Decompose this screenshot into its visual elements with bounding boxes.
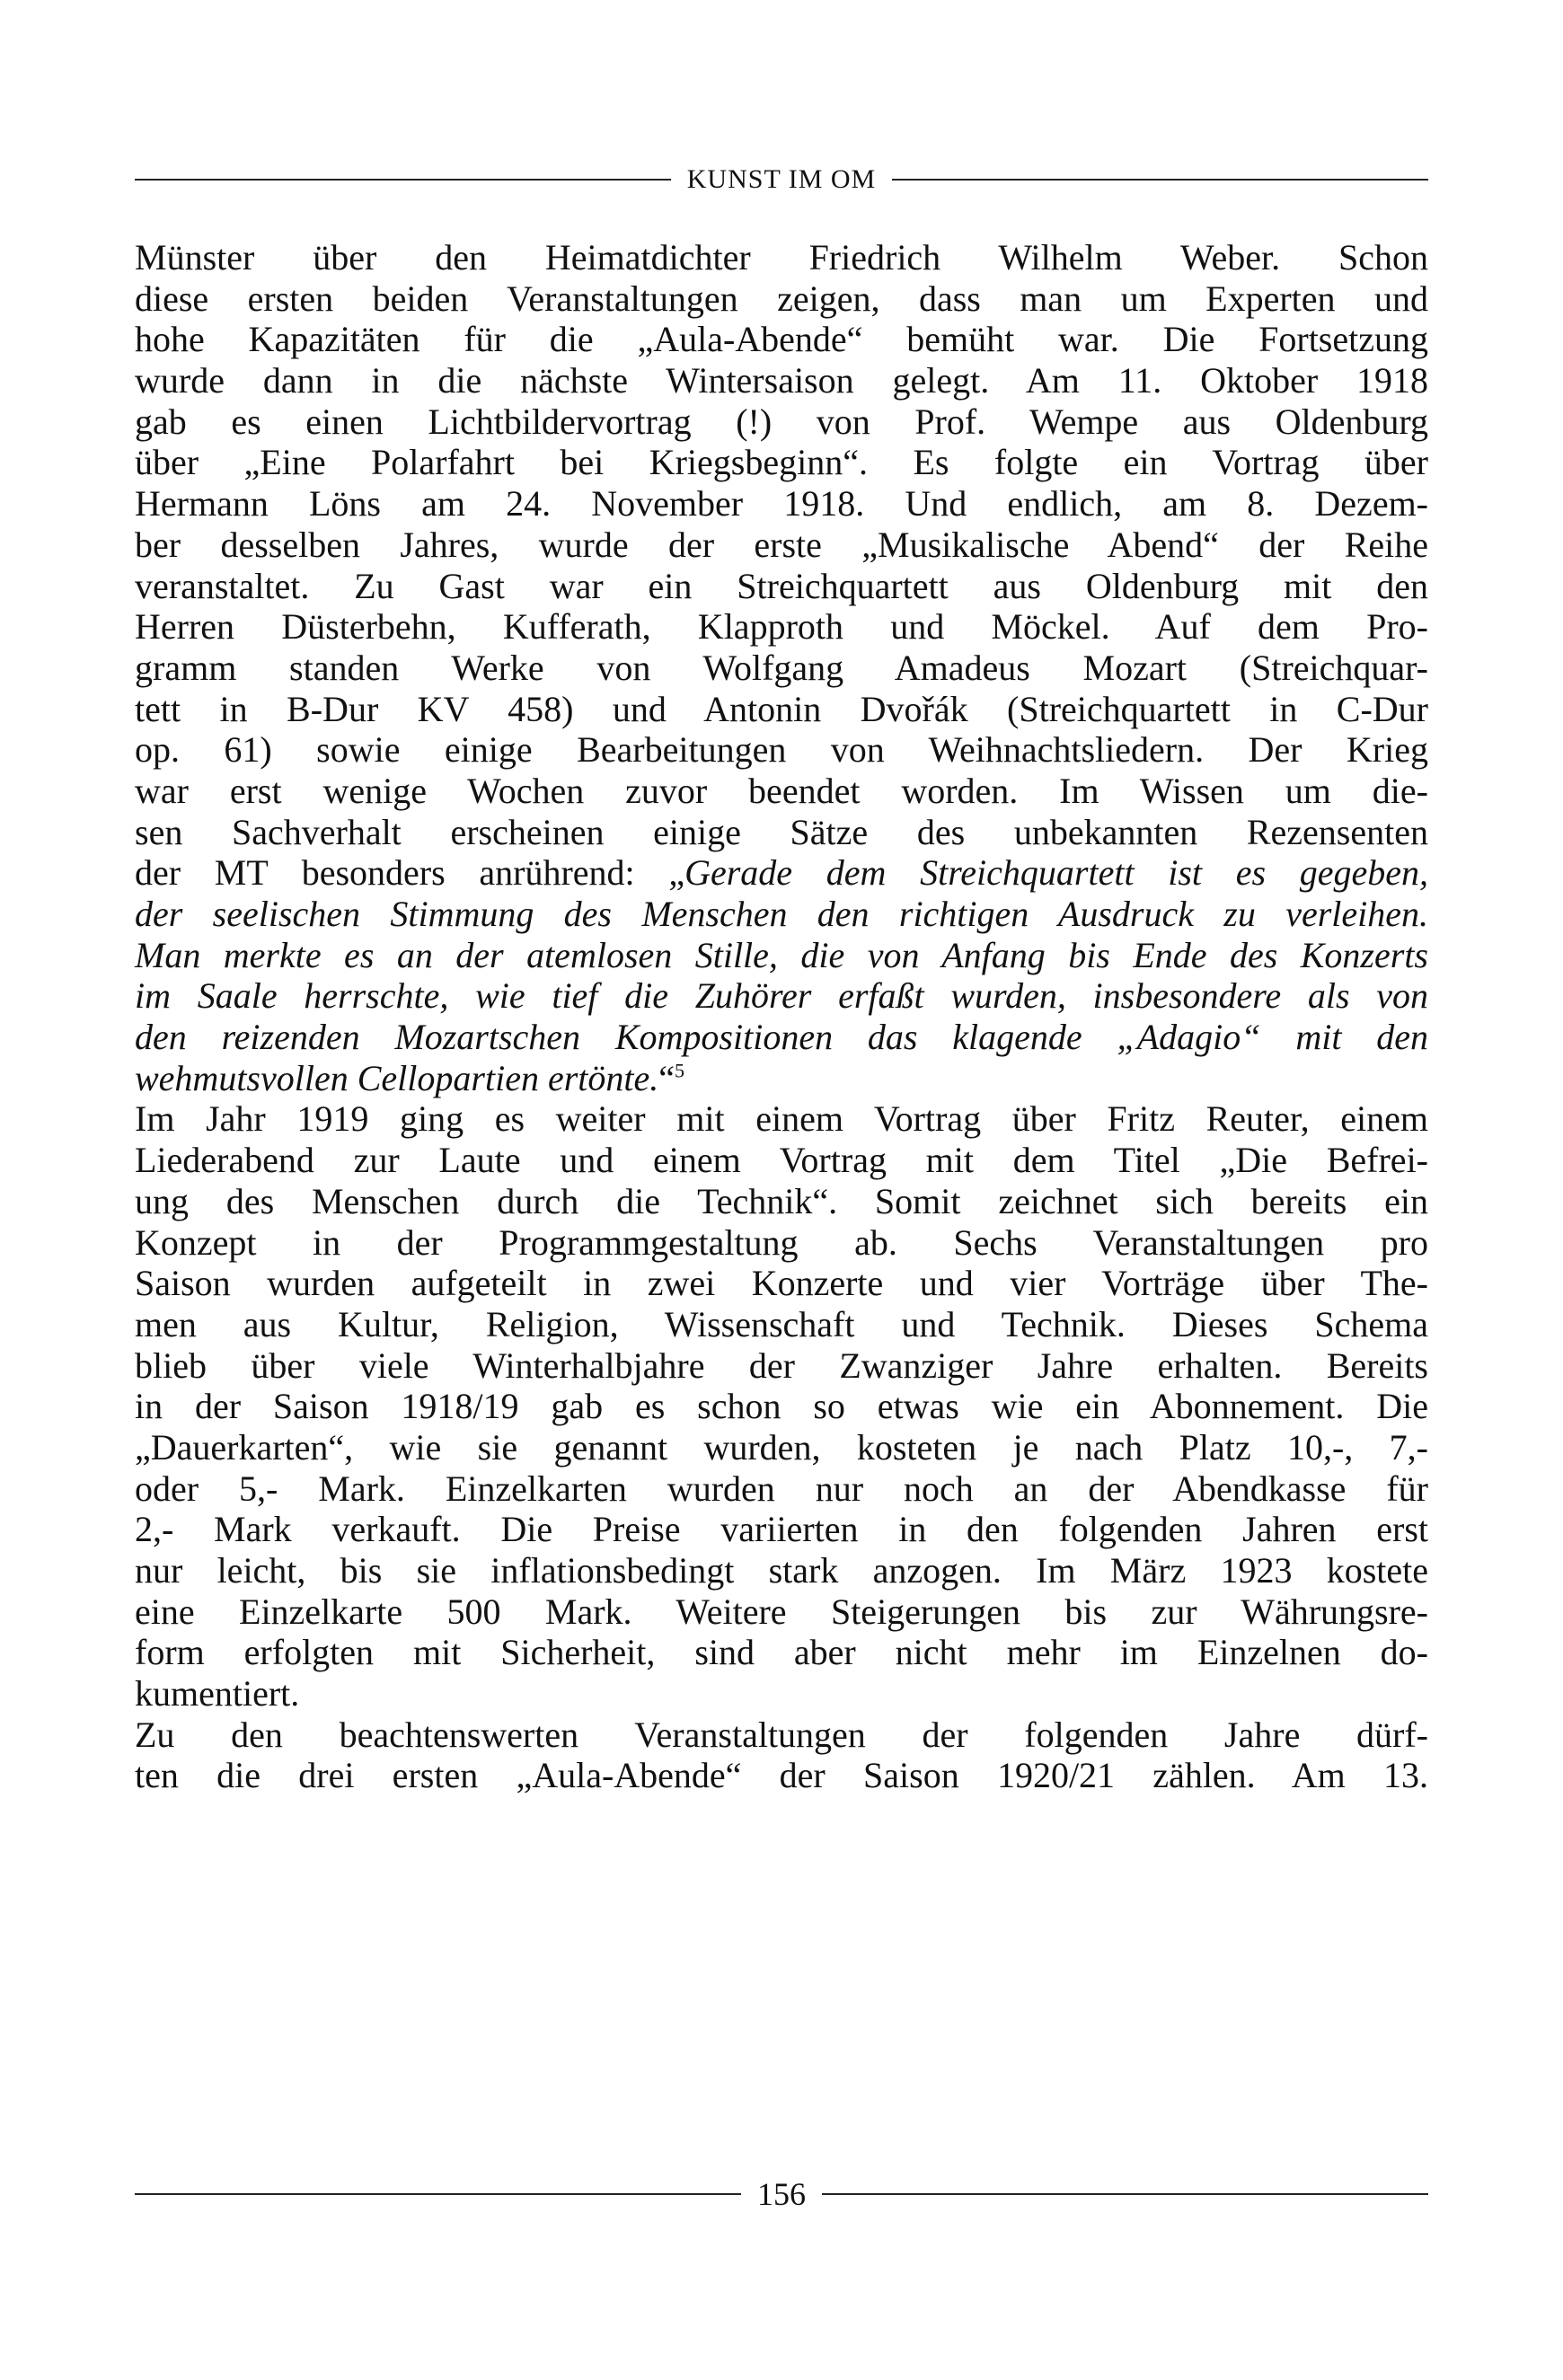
text-line: über „Eine Polarfahrt bei Kriegsbeginn“. Es folgte ein Vortrag über	[135, 442, 1428, 483]
text-line	[135, 1017, 1428, 1058]
text-line: oder 5,- Mark. Einzelkarten wurden nur noch an der Abendkasse für	[135, 1468, 1428, 1509]
header-rule-left	[135, 179, 671, 181]
quote-italic: der seelischen Stimmung des Menschen den richtigen Ausdruck zu verleihen.	[135, 894, 1428, 934]
body-text	[135, 237, 1428, 1796]
text-line: ten die drei ersten „Aula-Abende“ der Saison 1920/21 zählen. Am 13.	[135, 1755, 1428, 1796]
text-line: blieb über viele Winterhalbjahre der Zwanziger Jahre erhalten. Bereits	[135, 1344, 1428, 1386]
text-line: tett in B-Dur KV 458) und Antonin Dvořák (Streichquartett in C-Dur	[135, 688, 1428, 729]
header-rule-right	[892, 179, 1428, 181]
text-line: Zu den beachtenswerten Veranstaltungen der folgenden Jahre dürf-	[135, 1714, 1428, 1755]
text-line	[135, 975, 1428, 1017]
text-line: veranstaltet. Zu Gast war ein Streichquartett aus Oldenburg mit den	[135, 565, 1428, 606]
text-line: der MT besonders anrührend: „Gerade dem Streichquartett ist es gegeben,	[135, 852, 1429, 894]
text-line	[135, 935, 1428, 976]
text-line: war erst wenige Wochen zuvor beendet worden. Im Wissen um die-	[135, 770, 1428, 811]
footer-rule-right	[822, 2193, 1428, 2195]
text-line	[135, 894, 1428, 935]
quote-italic: Man merkte es an der atemlosen Stille, die von Anfang bis Ende des Konzerts	[135, 934, 1428, 975]
text-line: nur leicht, bis sie inflationsbedingt stark anzogen. Im März 1923 kostete	[135, 1550, 1428, 1591]
quote-italic: wehmutsvollen Cellopartien ertönte.	[135, 1057, 659, 1098]
text-line: Konzept in der Programmgestaltung ab. Sechs Veranstaltungen pro	[135, 1221, 1428, 1263]
text-line: Saison wurden aufgeteilt in zwei Konzerte und vier Vorträge über The-	[135, 1263, 1428, 1304]
text-line: ber desselben Jahres, wurde der erste „Musikalische Abend“ der Reihe	[135, 524, 1428, 565]
text-line: ung des Menschen durch die Technik“. Somit zeichnet sich bereits ein	[135, 1180, 1428, 1221]
text-line: Herren Düsterbehn, Kufferath, Klapproth und Möckel. Auf dem Pro-	[135, 606, 1428, 648]
quote-italic: Gerade dem Streichquartett ist es gegeben,	[684, 852, 1429, 894]
text-line: wehmutsvollen Cellopartien ertönte.“$^5$	[135, 1057, 685, 1098]
page-number: 156	[757, 2176, 806, 2212]
text-line: men aus Kultur, Religion, Wissenschaft und Technik. Dieses Schema	[135, 1303, 1428, 1344]
text-line: Hermann Löns am 24. November 1918. Und endlich, am 8. Dezem-	[135, 483, 1428, 524]
text-line: sen Sachverhalt erscheinen einige Sätze des unbekannten Rezensenten	[135, 811, 1428, 852]
quote-italic: den reizenden Mozartschen Kompositionen das klagende „Adagio“ mit den	[135, 1017, 1428, 1058]
quote-italic: im Saale herrschte, wie tief die Zuhörer erfaßt wurden, insbesondere als von	[135, 975, 1428, 1017]
text-line: Im Jahr 1919 ging es weiter mit einem Vortrag über Fritz Reuter, einem	[135, 1098, 1428, 1140]
text-line: 2,- Mark verkauft. Die Preise variierten in den folgenden Jahren erst	[135, 1509, 1428, 1550]
text-line: hohe Kapazitäten für die „Aula-Abende“ bemüht war. Die Fortsetzung	[135, 319, 1428, 360]
text-line: wurde dann in die nächste Wintersaison gelegt. Am 11. Oktober 1918	[135, 360, 1428, 401]
text-line: form erfolgten mit Sicherheit, sind aber nicht mehr im Einzelnen do-	[135, 1632, 1428, 1673]
text-line: Münster über den Heimatdichter Friedrich Wilhelm Weber. Schon	[135, 237, 1428, 278]
footnote-marker: 5	[675, 1059, 685, 1082]
text-line: Liederabend zur Laute und einem Vortrag mit dem Titel „Die Befrei-	[135, 1140, 1428, 1181]
text-line: gab es einen Lichtbildervortrag (!) von Prof. Wempe aus Oldenburg	[135, 401, 1428, 442]
text-line: gramm standen Werke von Wolfgang Amadeus Mozart (Streichquar-	[135, 647, 1428, 688]
text-line: eine Einzelkarte 500 Mark. Weitere Steigerungen bis zur Währungsre-	[135, 1591, 1428, 1632]
text-line: in der Saison 1918/19 gab es schon so etwas wie ein Abonnement. Die	[135, 1386, 1428, 1427]
text-line: kumentiert.	[135, 1673, 300, 1714]
text-line: „Dauerkarten“, wie sie genannt wurden, kosteten je nach Platz 10,-, 7,-	[135, 1426, 1428, 1468]
page-footer	[135, 2172, 1428, 2217]
running-title: KUNST IM OM	[686, 164, 877, 194]
text-line: op. 61) sowie einige Bearbeitungen von Weihnachtsliedern. Der Krieg	[135, 729, 1428, 771]
running-head	[135, 160, 1428, 199]
text-line: diese ersten beiden Veranstaltungen zeigen, dass man um Experten und	[135, 278, 1428, 319]
footer-rule-left	[135, 2193, 741, 2195]
